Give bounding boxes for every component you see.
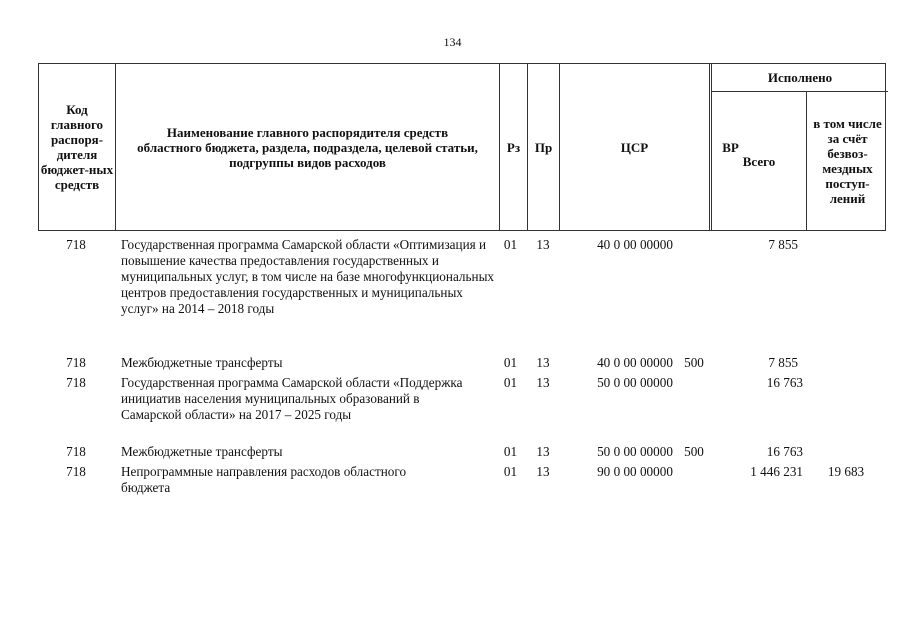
row-name: Межбюджетные трансферты bbox=[121, 444, 283, 459]
row-rz: 01 bbox=[503, 237, 518, 252]
row-code: 718 bbox=[66, 355, 86, 370]
row-rz: 01 bbox=[503, 464, 518, 479]
row-pr: 13 bbox=[536, 375, 550, 390]
table-row bbox=[38, 444, 886, 460]
row-pr: 13 bbox=[536, 355, 550, 370]
page-number: 134 bbox=[443, 35, 462, 49]
header-total: Всего bbox=[742, 153, 776, 169]
row-csr: 40 0 00 00000 bbox=[597, 237, 673, 252]
row-csr: 50 0 00 00000 bbox=[597, 444, 673, 459]
row-rz: 01 bbox=[503, 375, 518, 390]
row-pr: 13 bbox=[536, 237, 550, 252]
row-name: Непрограммные направления расходов областного бюджета bbox=[121, 464, 407, 495]
row-rz: 01 bbox=[503, 444, 518, 459]
row-vr: 500 bbox=[684, 355, 704, 370]
row-total: 1 446 231 bbox=[750, 464, 803, 479]
row-rz: 01 bbox=[503, 355, 518, 370]
row-csr: 50 0 00 00000 bbox=[597, 375, 673, 390]
row-code: 718 bbox=[66, 375, 86, 390]
row-pr: 13 bbox=[536, 444, 550, 459]
header-pr: Пр bbox=[527, 64, 559, 230]
row-name: Межбюджетные трансферты bbox=[121, 355, 283, 370]
row-total: 7 855 bbox=[768, 355, 798, 370]
header-executed-group bbox=[711, 64, 887, 230]
row-total: 16 763 bbox=[766, 444, 803, 459]
header-code: Код главного распоря-дителя бюджет-ных средств bbox=[40, 102, 114, 192]
row-total: 7 855 bbox=[768, 237, 798, 252]
header-executed: Исполнено bbox=[712, 64, 888, 92]
header-vr: ВР bbox=[709, 64, 751, 230]
row-vr: 500 bbox=[684, 444, 704, 459]
row-name: Государственная программа Самарской области «Оптимизация и повышение качества предоставления государственных и муниципальных услуг, в том числе на базе многофункциональных центров предоставления государственных и муниципальных услуг» на 2014 – 2018 годы bbox=[121, 237, 495, 316]
row-total: 16 763 bbox=[766, 375, 803, 390]
table-header bbox=[38, 63, 886, 231]
table-row bbox=[38, 464, 886, 496]
header-rz: Рз bbox=[499, 64, 527, 230]
header-name: Наименование главного распорядителя средств областного бюджета, раздела, подраздела, целевой статьи, подгруппы видов расходов bbox=[115, 64, 499, 230]
header-csr: ЦСР bbox=[559, 64, 709, 230]
row-code: 718 bbox=[66, 464, 86, 479]
row-code: 718 bbox=[66, 237, 86, 252]
header-incl-bezv: в том числе за счёт безвоз-мездных поступ-лений bbox=[806, 92, 888, 230]
row-csr: 40 0 00 00000 bbox=[597, 355, 673, 370]
row-csr: 90 0 00 00000 bbox=[597, 464, 673, 479]
row-bezv: 19 683 bbox=[827, 464, 865, 479]
row-code: 718 bbox=[66, 444, 86, 459]
row-name: Государственная программа Самарской области «Поддержка инициатив населения муниципальных образований в Самарской области» на 2017 – 2025 годы bbox=[121, 375, 463, 422]
table-row bbox=[38, 355, 886, 371]
table-row bbox=[38, 237, 886, 337]
row-pr: 13 bbox=[536, 464, 550, 479]
table-row bbox=[38, 375, 886, 439]
